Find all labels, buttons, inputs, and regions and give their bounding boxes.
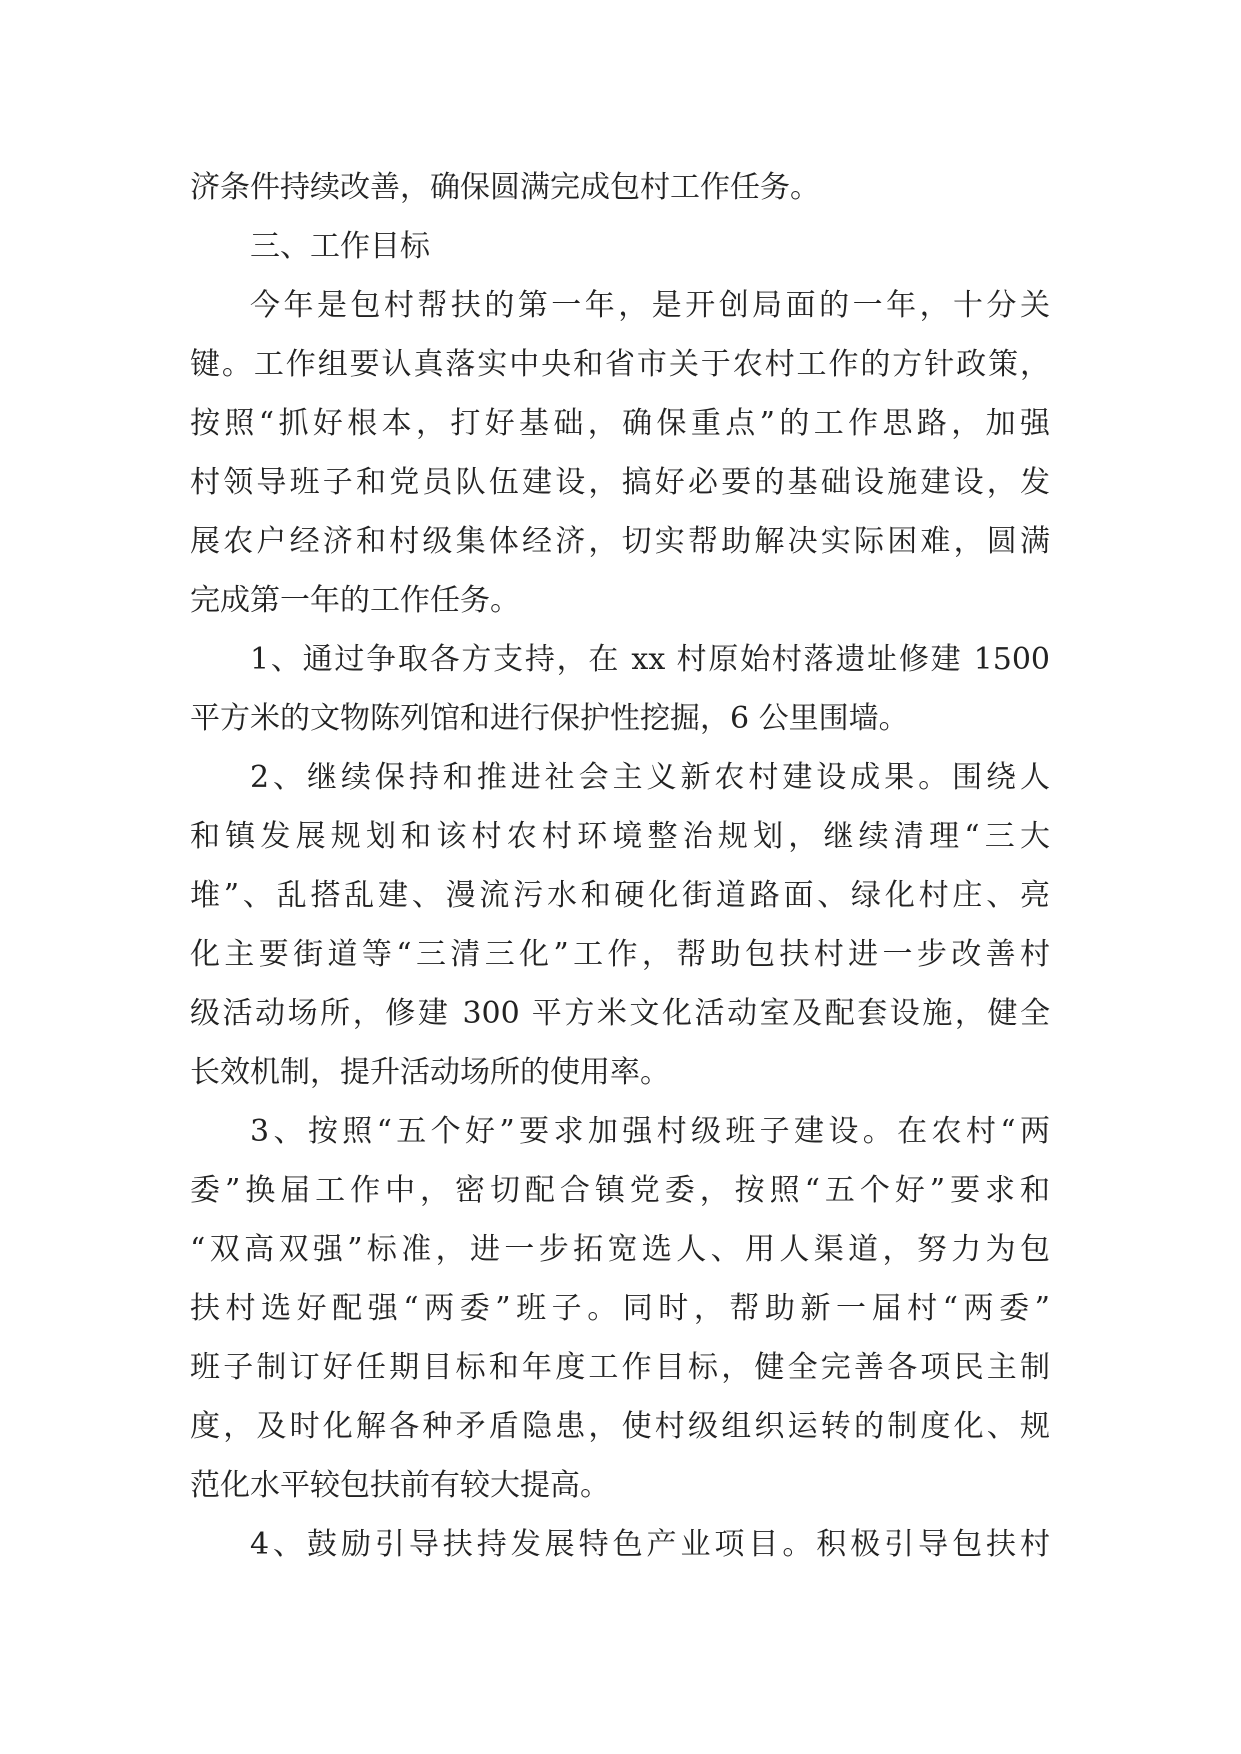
text-line: 今年是包村帮扶的第一年，是开创局面的一年，十分关 <box>250 288 1050 323</box>
text-line: 济条件持续改善，确保圆满完成包村工作任务。 <box>190 170 820 205</box>
text-line: 1、通过争取各方支持，在 xx 村原始村落遗址修建 1500 <box>250 642 1050 677</box>
text-line: 按照“抓好根本，打好基础，确保重点”的工作思路，加强 <box>190 406 1050 441</box>
document-page <box>190 158 1050 1574</box>
text-line: 平方米的文物陈列馆和进行保护性挖掘，6 公里围墙。 <box>190 701 909 736</box>
text-line: 班子制订好任期目标和年度工作目标，健全完善各项民主制 <box>190 1350 1050 1385</box>
text-line: “双高双强”标准，进一步拓宽选人、用人渠道，努力为包 <box>190 1232 1050 1267</box>
text-line: 长效机制，提升活动场所的使用率。 <box>190 1055 670 1090</box>
text-line: 级活动场所，修建 300 平方米文化活动室及配套设施，健全 <box>190 996 1050 1031</box>
text-line: 和镇发展规划和该村农村环境整治规划，继续清理“三大 <box>190 819 1050 854</box>
text-line: 键。工作组要认真落实中央和省市关于农村工作的方针政策， <box>190 347 1050 382</box>
text-line: 范化水平较包扶前有较大提高。 <box>190 1468 610 1503</box>
text-line: 委”换届工作中，密切配合镇党委，按照“五个好”要求和 <box>190 1173 1050 1208</box>
text-line: 化主要街道等“三清三化”工作，帮助包扶村进一步改善村 <box>190 937 1050 972</box>
text-line: 4、鼓励引导扶持发展特色产业项目。积极引导包扶村 <box>250 1527 1050 1562</box>
text-line: 度，及时化解各种矛盾隐患，使村级组织运转的制度化、规 <box>190 1409 1050 1444</box>
text-line: 展农户经济和村级集体经济，切实帮助解决实际困难，圆满 <box>190 524 1050 559</box>
section-heading: 三、工作目标 <box>250 229 430 264</box>
text-line: 3、按照“五个好”要求加强村级班子建设。在农村“两 <box>250 1114 1050 1149</box>
text-line: 扶村选好配强“两委”班子。同时，帮助新一届村“两委” <box>190 1291 1050 1326</box>
text-line: 村领导班子和党员队伍建设，搞好必要的基础设施建设，发 <box>190 465 1050 500</box>
text-line: 完成第一年的工作任务。 <box>190 583 520 618</box>
text-line: 堆”、乱搭乱建、漫流污水和硬化街道路面、绿化村庄、亮 <box>190 878 1050 913</box>
text-line: 2、继续保持和推进社会主义新农村建设成果。围绕人 <box>250 760 1050 795</box>
